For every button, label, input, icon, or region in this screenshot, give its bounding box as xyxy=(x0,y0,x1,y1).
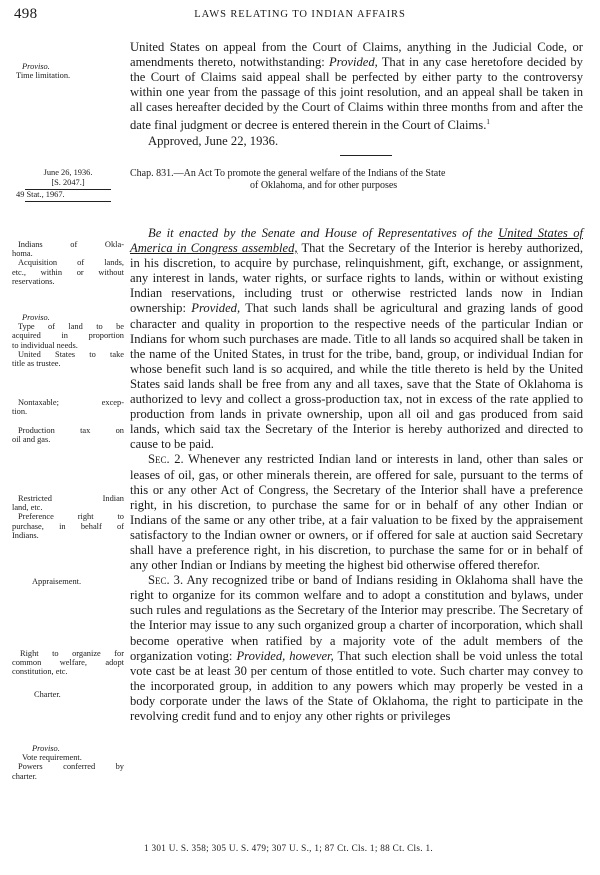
enacting-clause: Be it enacted by the Senate and House of Representatives of the xyxy=(148,226,493,240)
margin-note-appraisement: Appraisement. xyxy=(32,577,82,586)
section-3: Sec. 3. Any recognized tribe or band of Indians residing in Oklahoma shall have the right to organize for its common welfare and to adopt a constitution and bylaws, under such rules and regulations as the Secretary of the Interior may prescribe. The Secretary of the Interior may issue to any such organized group a charter of incorporation, which shall become operative when ratified by a majority vote of the adult members of the organization voting: Provided, however, That such election shall be void unless the total vote cast be at least 30 per centum of those entitled to vote. Such charter may convey to the incorporated group, in addition to any powers which may properly be vested in a body corporate under the laws of the State of Oklahoma, the right to participate in the revolving credit fund and to enjoy any other rights or privileges xyxy=(130,573,583,723)
page-header xyxy=(12,6,588,26)
running-title: LAWS RELATING TO INDIAN AFFAIRS xyxy=(194,9,406,20)
proviso-word: Provided, xyxy=(328,55,378,70)
margin-note-restricted-land: Restricted Indian land, etc. Preference right to purchase, in behalf of Indians. xyxy=(12,494,124,540)
section-1: Be it enacted by the Senate and House of Representatives of the United States of America in Congress assembled, That the Secretary of the Interior is hereby authorized, in his discretion, to acquire by purchase, relinquishment, gift, exchange, or assignment, any interest in lands, water rights, or surface rights to lands, within or without existing Indian reservations, including trust or otherwise restricted lands now in Indian ownership: Provided, That such lands shall be agricultural and grazing lands of good character and quality in proportion to the respective needs of the particular Indian or Indians for whom such purchases are made. Title to all lands so acquired shall be taken in the name of the United States, in trust for the tribe, band, group, or individual Indian for whose benefit such land is so acquired, and while the title thereto is held by the United States said lands shall be free from any and all taxes, save that the State of Oklahoma is authorized to levy and collect a gross-production tax, not in excess of the rate applied to production from lands in private ownership, upon all oil and gas produced from said lands, which said tax the Secretary of the Interior is hereby authorized and directed to cause to be paid. xyxy=(130,226,583,452)
footnote-mark: 1 xyxy=(486,118,490,127)
top-section-text: United States on appeal from the Court of Claims, anything in the Judicial Code, or amendments thereto, notwithstanding: Provided, That in any case heretofore decided by the Court of Claims said appeal shall be perfected by either party to the controversy within one year from the passage of this joint resolution, and an appeal shall be taken in all cases hereafter decided by the Court of Claims within three months from and after the date final judgment or decree is entered therein in the Court of Claims.$^1$ Approved, June 22, 1936. xyxy=(130,40,583,156)
margin-note-production-tax: Production tax on oil and gas. xyxy=(12,426,124,445)
margin-note-charter: Charter. xyxy=(34,690,61,699)
margin-note-type-of-land: Proviso. Type of land to be acquired in proportion to individual needs. United States to take title as trustee. xyxy=(12,313,124,369)
margin-note-acquisition: Indians of Okla- homa. Acquisition of lands, etc., within or without reservations. xyxy=(12,240,124,286)
section-2: Sec. 2. Whenever any restricted Indian land or interests in land, other than sales or leases of oil, gas, or other minerals therein, are offered for sale, pursuant to the terms of this or any other Act of Congress, the Secretary of the Interior shall have a preference right, in his discretion, to purchase the same for or in behalf of any other Indian or Indians of the same or any other tribe, at a fair valuation to be fixed by the appraisement satisfactory to the Indian owner or owners, or if offered for sale at auction said Secretary shall have a preference right, in his discretion, to purchase the same for or in behalf of any other Indian or Indians by meeting the highest bid otherwise offered therefor. xyxy=(130,452,584,573)
margin-note-vote-requirement: Proviso. Vote requirement. Powers conferred by charter. xyxy=(12,744,124,781)
approved-line: Approved, June 22, 1936. xyxy=(148,133,279,148)
act-body-text xyxy=(130,226,583,724)
section-rule xyxy=(340,155,392,156)
margin-note-time-limitation: Proviso. Time limitation. xyxy=(16,62,71,81)
page-number: 498 xyxy=(14,6,38,22)
margin-note-nontaxable: Nontaxable; excep- tion. xyxy=(12,398,124,417)
footnote: 1 301 U. S. 358; 305 U. S. 479; 307 U. S., 1; 87 Ct. Cls. 1; 88 Ct. Cls. 1. xyxy=(144,843,433,853)
enacting-clause-underlined: United States of America in Congress assembled, xyxy=(130,226,583,256)
act-citation: June 26, 1936. [S. 2047.] 49 Stat., 1967. xyxy=(12,168,124,202)
chapter-heading: Chap. 831.—An Act To promote the general welfare of the Indians of the State of Oklahoma, and for other purposes xyxy=(130,168,446,191)
margin-note-right-to-organize: Right to organize for common welfare, adopt constitution, etc. xyxy=(12,649,124,677)
